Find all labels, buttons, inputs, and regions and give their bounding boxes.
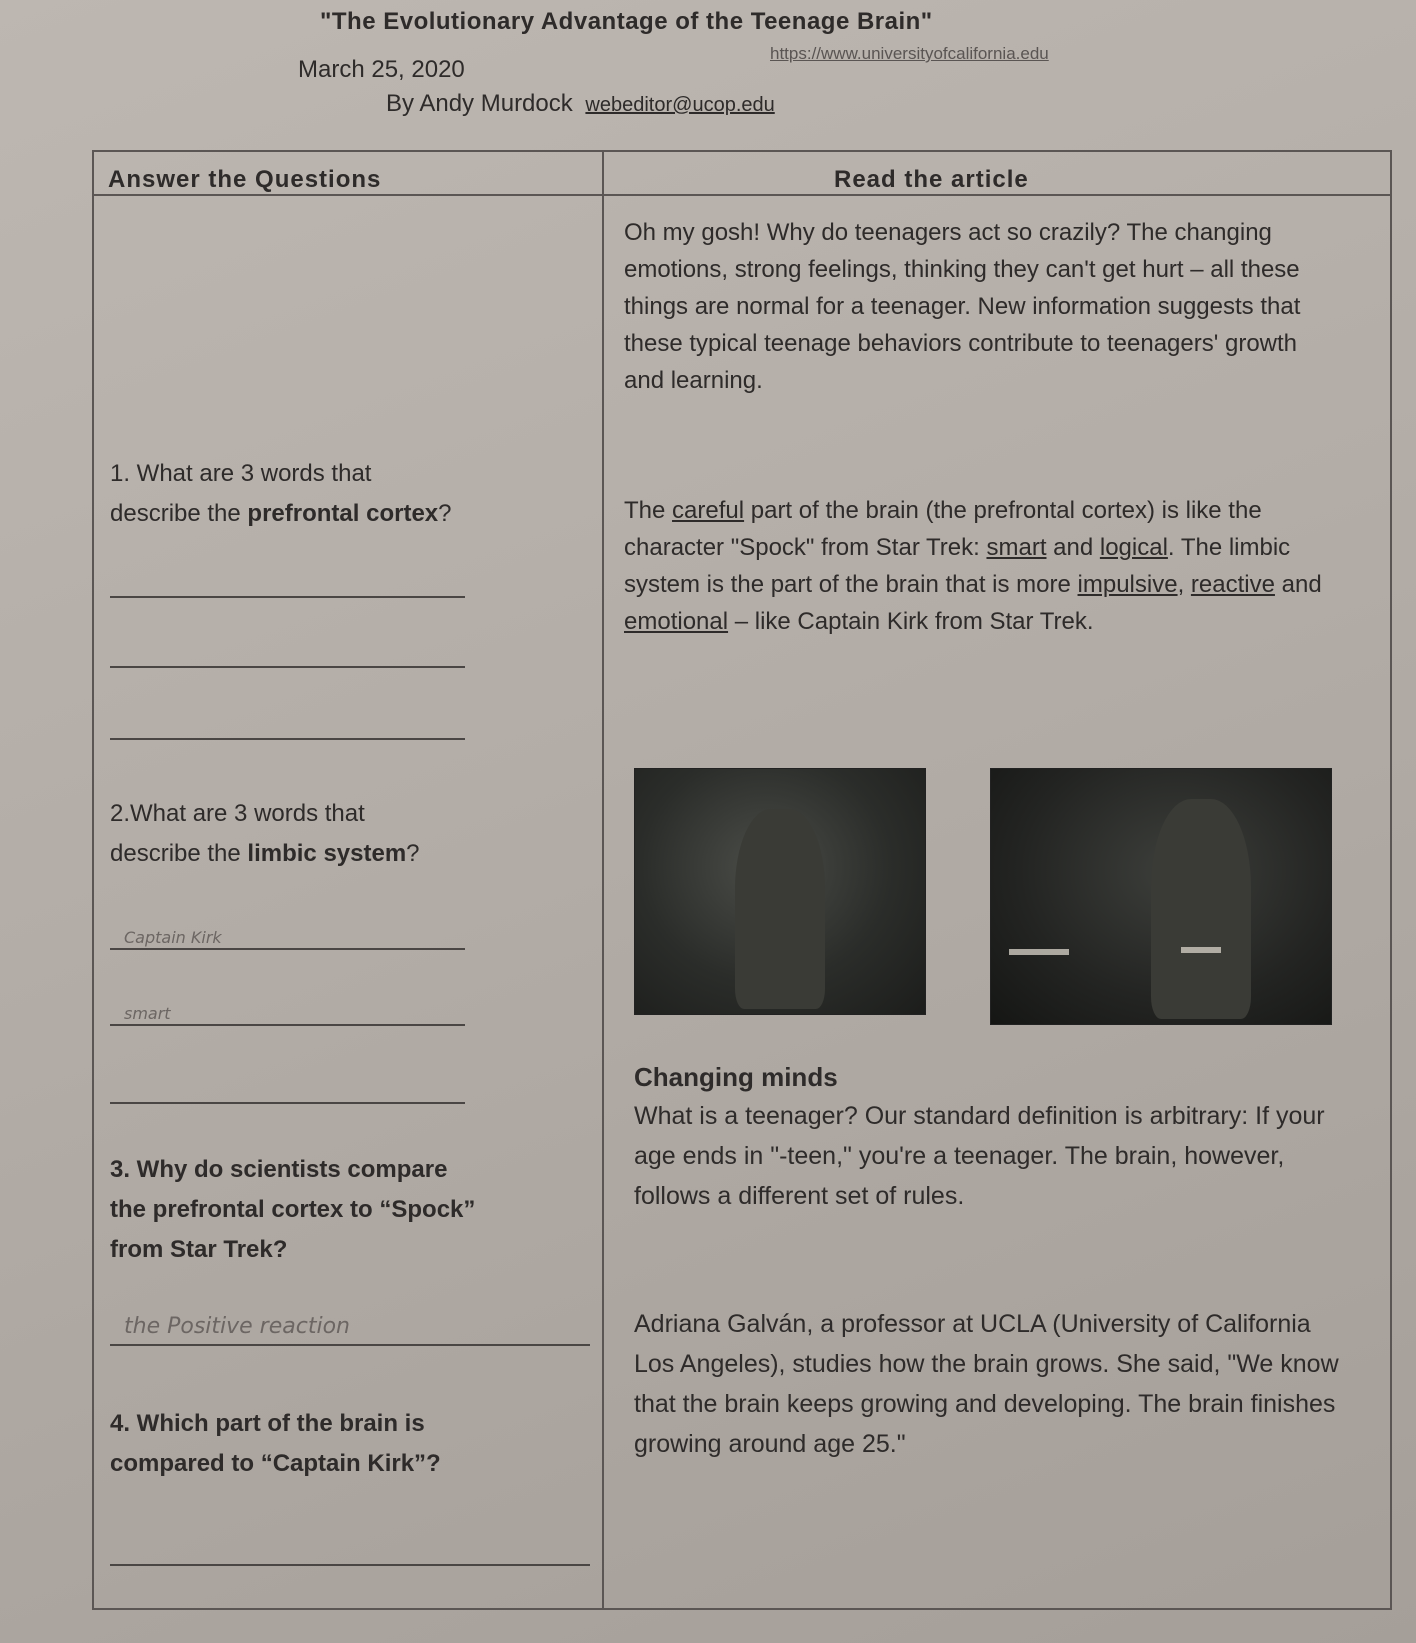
p2-text-d: . The limbic system is the part of the brain that is more [624, 534, 1291, 598]
article-title: "The Evolutionary Advantage of the Teenage Brain" [320, 8, 933, 35]
question-4-line-2: compared to “Captain Kirk”? [110, 1450, 441, 1477]
p2-text-b: part of the brain (the prefrontal cortex) is like the character "Spock" from Star Trek: [624, 497, 1262, 561]
section-subheading: Changing minds [634, 1062, 838, 1092]
article-paragraph-4: Adriana Galván, a professor at UCLA (University of California Los Angeles), studies how the brain grows. She said, "We know that the brain keeps growing and developing. The brain finishes growing around age 25." [634, 1310, 1339, 1458]
p2-underlined-emotional: emotional [624, 608, 729, 635]
article-byline [386, 90, 775, 118]
handwritten-answer-2b: smart [124, 1004, 171, 1023]
answer-blank-1c[interactable] [110, 738, 465, 740]
photo-figure [735, 809, 825, 1009]
p2-text-g: – like Captain Kirk from Star Trek. [728, 608, 1094, 635]
article-date: March 25, 2020 [298, 56, 465, 83]
answer-blank-1a[interactable] [110, 596, 465, 598]
question-2 [110, 794, 590, 874]
author-name: By Andy Murdock [386, 90, 573, 117]
article-paragraph-3: What is a teenager? Our standard definition is arbitrary: If your age ends in "-teen," you're a teenager. The brain, however, follows a different set of rules. [634, 1102, 1325, 1210]
header-divider [94, 194, 1390, 196]
p2-text-c: and [1046, 534, 1100, 561]
photo-figure [1151, 799, 1251, 1019]
article-paragraph-2 [624, 492, 1324, 640]
answer-blank-4[interactable] [110, 1564, 590, 1566]
handwritten-answer-3: the Positive reaction [124, 1314, 350, 1339]
question-3-line-2: the prefrontal cortex to “Spock” [110, 1196, 476, 1223]
answer-blank-2c[interactable] [110, 1102, 465, 1104]
answer-blank-2a[interactable] [110, 948, 465, 950]
question-1-text: describe the [110, 500, 248, 527]
author-email[interactable]: webeditor@ucop.edu [585, 94, 775, 116]
question-1-mark: ? [438, 500, 452, 527]
question-4-line-1: 4. Which part of the brain is [110, 1410, 425, 1437]
question-3 [110, 1150, 590, 1270]
question-1-line-2 [110, 494, 590, 534]
question-2-mark: ? [406, 840, 420, 867]
question-1-keyword: prefrontal cortex [247, 500, 439, 527]
question-3-line-3: from Star Trek? [110, 1236, 288, 1263]
question-1-line-1: 1. What are 3 words that [110, 460, 372, 487]
question-2-line-1: 2.What are 3 words that [110, 800, 365, 827]
answer-blank-2b[interactable] [110, 1024, 465, 1026]
p2-underlined-reactive: reactive [1190, 571, 1275, 598]
spock-photo [634, 768, 926, 1015]
question-4 [110, 1404, 590, 1484]
question-2-keyword: limbic system [247, 840, 407, 867]
photo-light [1009, 949, 1069, 955]
answer-blank-3[interactable] [110, 1344, 590, 1346]
worksheet-header [0, 0, 1416, 135]
question-2-line-2 [110, 834, 590, 874]
p2-underlined-careful: careful [672, 497, 745, 524]
question-3-line-1: 3. Why do scientists compare [110, 1156, 448, 1183]
article-url[interactable]: https://www.universityofcalifornia.edu [770, 44, 1049, 63]
worksheet-table [92, 150, 1392, 1610]
answer-blank-1b[interactable] [110, 666, 465, 668]
p2-underlined-impulsive: impulsive [1077, 571, 1178, 598]
kirk-photo [990, 768, 1332, 1025]
question-1 [110, 454, 590, 534]
questions-column-header: Answer the Questions [108, 166, 382, 193]
column-divider [602, 152, 604, 1608]
article-paragraph-1: Oh my gosh! Why do teenagers act so crazily? The changing emotions, strong feelings, thinking they can't get hurt – all these things are normal for a teenager. New information suggests that these typical teenage behaviors contribute to teenagers' growth and learning. [624, 219, 1301, 394]
p2-text-a: The [624, 497, 673, 524]
article-column-header: Read the article [834, 166, 1029, 193]
p2-text-f: and [1274, 571, 1322, 598]
p2-underlined-smart: smart [986, 534, 1047, 561]
photo-light [1181, 947, 1221, 953]
p2-underlined-logical: logical [1099, 534, 1168, 561]
question-2-text: describe the [110, 840, 248, 867]
p2-text-e: , [1177, 571, 1191, 598]
handwritten-answer-2a: Captain Kirk [124, 928, 222, 947]
